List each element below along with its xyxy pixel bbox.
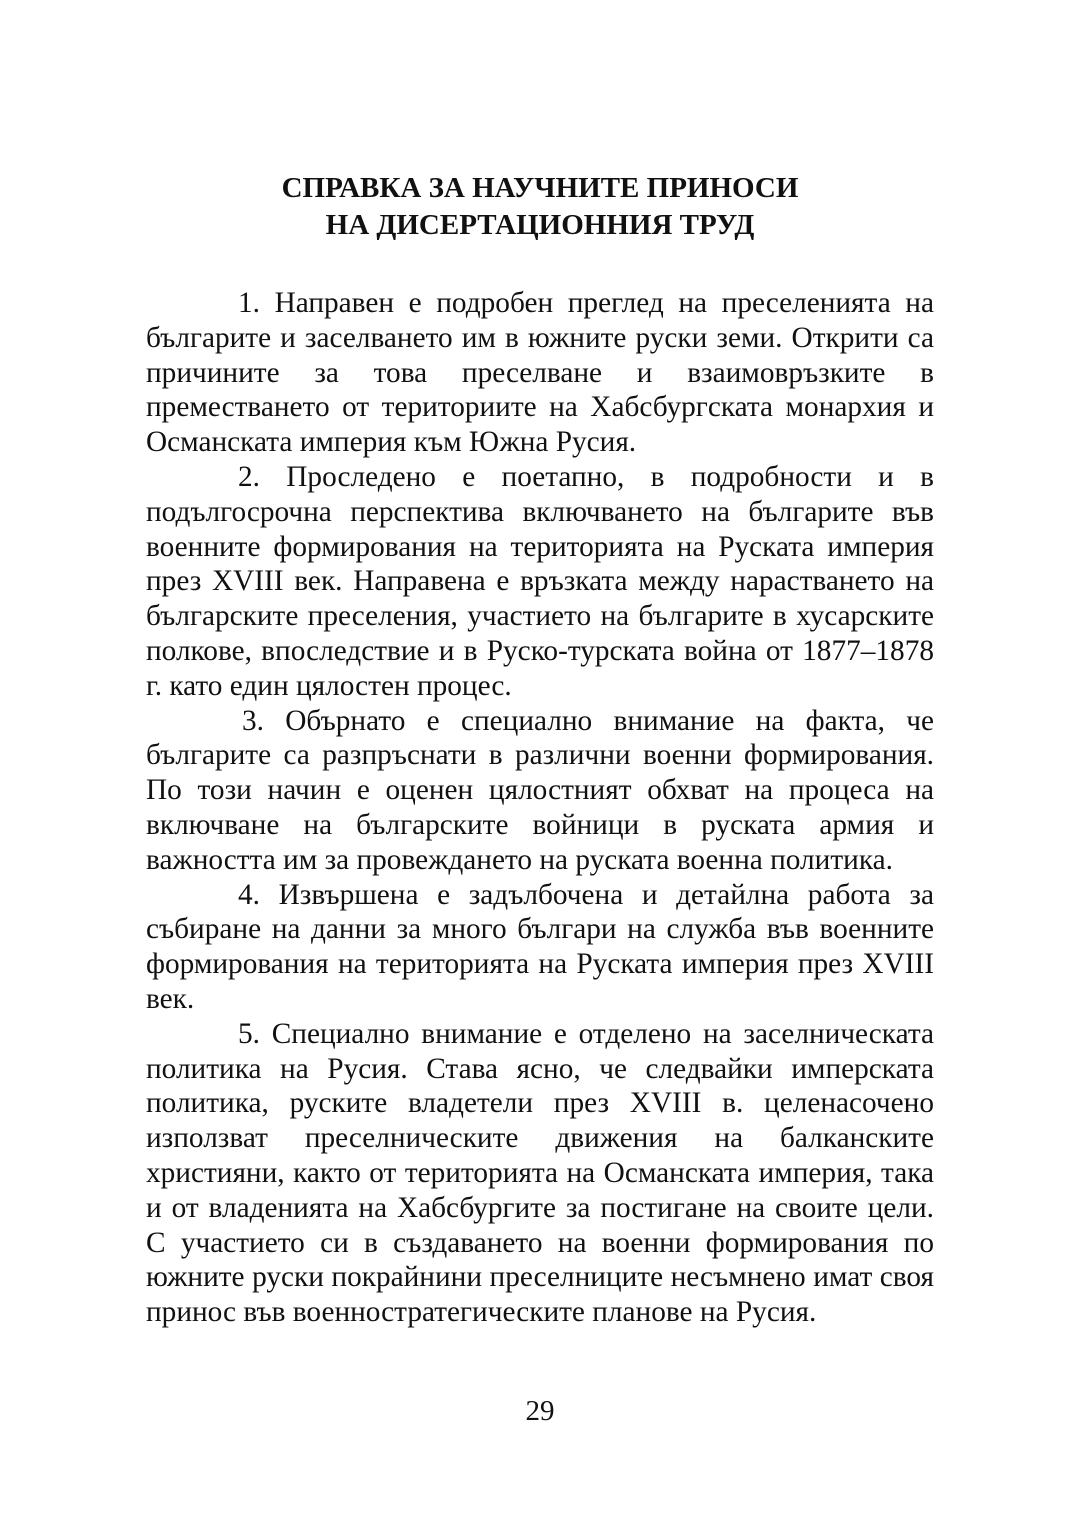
- title-line-1: СПРАВКА ЗА НАУЧНИТЕ ПРИНОСИ: [281, 172, 799, 204]
- title-line-2: НА ДИСЕРТАЦИОННИЯ ТРУД: [325, 209, 755, 241]
- contribution-paragraph-3: 3. Обърнато е специално внимание на факта, че българите са разпръснати в различни военни формирования. По този начин е оценен цялостният обхват на процеса на включване на българските войници в руската армия и важността им за провеждането на руската военна политика.: [146, 704, 934, 876]
- contribution-paragraph-2: 2. Проследено е поетапно, в подробности и в подългосрочна перспектива включването на българите във военните формирования на територията на Руската империя през XVIII век. Направена е връзката между нарастването на българските преселения, участието на българите в хусарските полкове, впоследствие и в Руско-турската война от 1877–1878 г. като един цялостен процес.: [146, 460, 934, 702]
- contribution-paragraph-1: 1. Направен е подробен преглед на преселенията на българите и заселването им в южните руски земи. Открити са причините за това преселване и взаимовръзките в преместването от териториите на Хабсбургската монархия и Османската империя към Южна Русия.: [146, 287, 934, 459]
- contribution-paragraph-4: 4. Извършена е задълбочена и детайлна работа за събиране на данни за много българи на служба във военните формирования на територията на Руската империя през XVIII век.: [146, 878, 934, 1015]
- contribution-paragraph-5: 5. Специално внимание е отделено на заселническата политика на Русия. Става ясно, че следвайки имперската политика, руските владетели през XVIII в. целенасочено използват преселническите движения на балканските християни, както от територията на Османската империя, така и от владенията на Хабсбургите за постигане на своите цели. С участието си в създаването на военни формирования по южните руски покрайнини преселниците несъмнено имат своя принос във военностратегическите планове на Русия.: [146, 1017, 934, 1329]
- contributions-list: [146, 286, 934, 1330]
- page-title: [146, 170, 934, 244]
- document-page: [146, 170, 934, 1330]
- page-number: 29: [525, 1395, 555, 1427]
